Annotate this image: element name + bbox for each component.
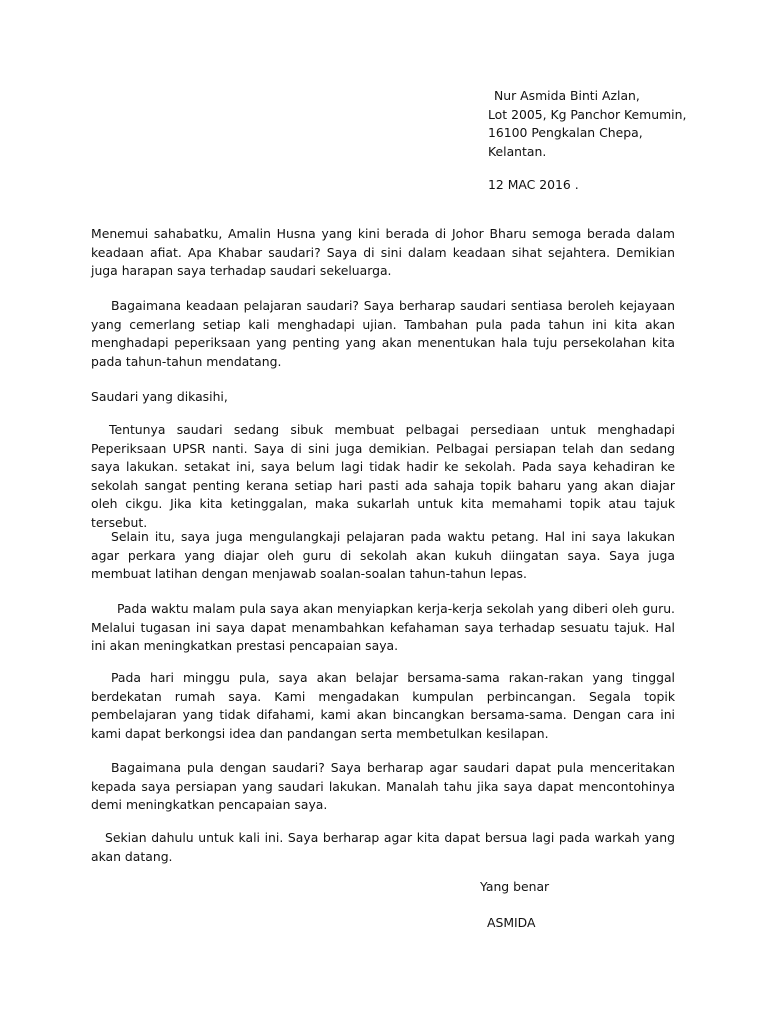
paragraph-opening: Menemui sahabatku, Amalin Husna yang kini berada di Johor Bharu semoga berada dalam keadaan afiat. Apa Khabar saudari? Saya di sini dalam keadaan sihat sejahtera. Demikian juga harapan saya terhadap saudari sekeluarga.: [91, 226, 675, 279]
paragraph-4: Selain itu, saya juga mengulangkaji pelajaran pada waktu petang. Hal ini saya lakukan agar perkara yang diajar oleh guru di sekolah akan kukuh diingatan saya. Saya juga membuat latihan dengan menjawab soalan-soalan tahun-tahun lepas.: [91, 529, 675, 582]
paragraph-2: Bagaimana keadaan pelajaran saudari? Saya berharap saudari sentiasa beroleh kejayaan yang cemerlang setiap kali menghadapi ujian. Tambahan pula pada tahun ini kita akan menghadapi peperiksaan yang penting yang akan menentukan hala tuju persekolahan kita pada tahun-tahun mendatang.: [91, 298, 675, 369]
address-line-1: Lot 2005, Kg Panchor Kemumin,: [488, 106, 687, 122]
paragraph-6: Pada hari minggu pula, saya akan belajar bersama-sama rakan-rakan yang tinggal berdekatan rumah saya. Kami mengadakan kumpulan perbincangan. Segala topik pembelajaran yang tidak difahami, kami akan bincangkan bersama-sama. Dengan cara ini kami dapat berkongsi idea dan pandangan serta membetulkan kesilapan.: [91, 670, 675, 741]
address-line-2: 16100 Pengkalan Chepa,: [488, 125, 643, 140]
greeting: Saudari yang dikasihi,: [91, 389, 228, 404]
paragraph-7: Bagaimana pula dengan saudari? Saya berharap agar saudari dapat pula menceritakan kepada saya persiapan yang saudari lakukan. Manalah tahu jika saya dapat mencontohinya demi meningkatkan pencapaian saya.: [91, 760, 675, 813]
address-line-3: Kelantan.: [488, 143, 547, 159]
sender-name: Nur Asmida Binti Azlan,: [494, 88, 640, 103]
paragraph-3: Tentunya saudari sedang sibuk membuat pelbagai persediaan untuk menghadapi Peperiksaan UPSR nanti. Saya di sini juga demikian. Pelbagai persiapan telah dan sedang saya lakukan. setakat ini, saya belum lagi tidak hadir ke sekolah. Pada saya kehadiran ke sekolah sangat penting kerana setiap hari pasti ada sahaja topik baharu yang akan diajar oleh cikgu. Jika kita ketinggalan, maka sukarlah untuk kita memahami topik atau tajuk tersebut.: [91, 422, 675, 530]
paragraph-closing: Sekian dahulu untuk kali ini. Saya berharap agar kita dapat bersua lagi pada warkah yang akan datang.: [91, 830, 675, 864]
signature-name: ASMIDA: [487, 915, 536, 930]
sender-address: [488, 87, 748, 161]
letter-date: 12 MAC 2016 .: [488, 177, 579, 192]
paragraph-5: Pada waktu malam pula saya akan menyiapkan kerja-kerja sekolah yang diberi oleh guru. Melalui tugasan ini saya dapat menambahkan kefahaman saya terhadap sesuatu tajuk. Hal ini akan meningkatkan prestasi pencapaian saya.: [91, 601, 675, 654]
valediction: Yang benar: [480, 879, 550, 894]
